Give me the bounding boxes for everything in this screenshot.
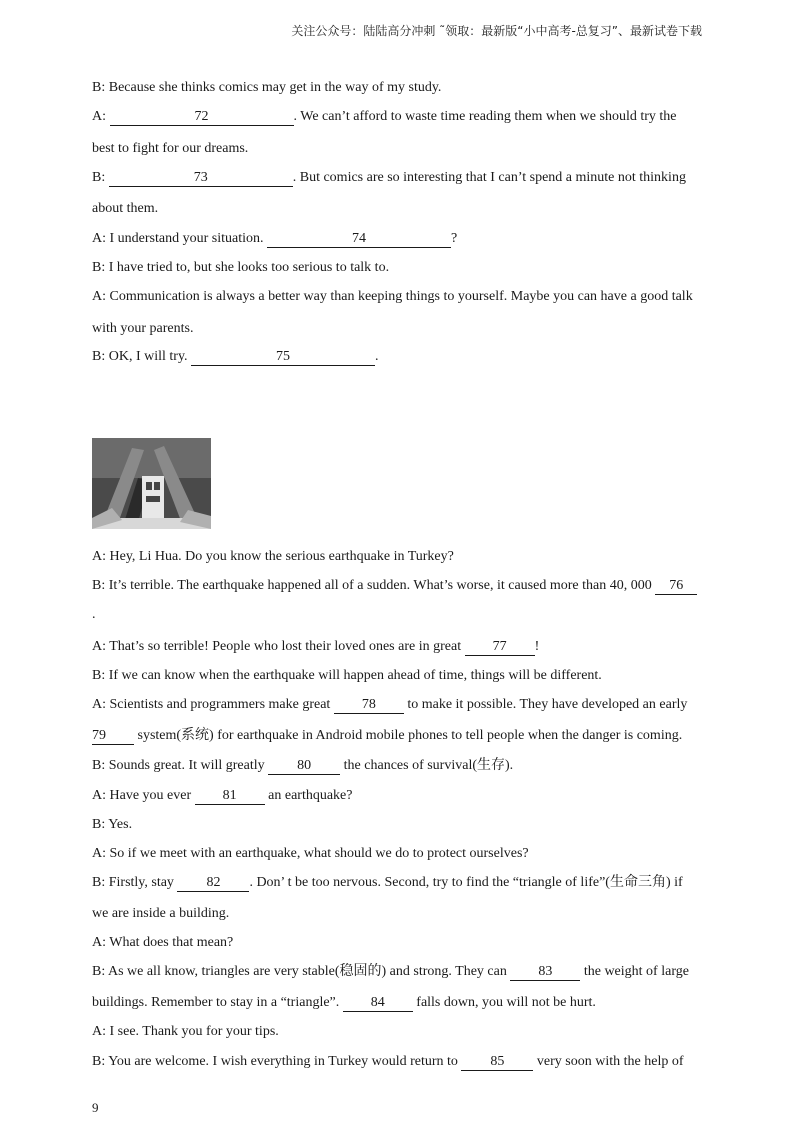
dialogue-line [92, 1053, 684, 1071]
line-text: the chances of survival(生存). [340, 758, 514, 773]
line-text: buildings. Remember to stay in a “triangle”. [92, 995, 343, 1010]
dialogue-line [92, 348, 379, 366]
collapsed-building-illustration [92, 438, 211, 529]
line-text: B: [92, 170, 109, 185]
dialogue-line [92, 169, 686, 187]
blank-85[interactable]: 85 [461, 1054, 533, 1071]
earthquake-photo [92, 438, 211, 529]
line-text: the weight of large [580, 964, 689, 979]
line-text: A: [92, 109, 110, 124]
dialogue-line: A: Communication is always a better way than keeping things to yourself. Maybe you can have a good talk [92, 289, 693, 304]
dialogue-line [92, 727, 682, 745]
blank-81[interactable]: 81 [195, 788, 265, 805]
line-text: falls down, you will not be hurt. [412, 995, 596, 1010]
dialogue-line [92, 577, 697, 595]
dialogue-line: we are inside a building. [92, 906, 230, 921]
dialogue-line [92, 963, 689, 981]
blank-74[interactable]: 74 [267, 231, 451, 248]
dialogue-line: A: So if we meet with an earthquake, what should we do to protect ourselves? [92, 846, 529, 861]
blank-77[interactable]: 77 [465, 639, 535, 656]
dialogue-line [92, 638, 539, 656]
dialogue-line: A: What does that mean? [92, 935, 234, 950]
line-text: . But comics are so interesting that I can’t spend a minute not thinking [292, 170, 686, 185]
dialogue-line [92, 874, 683, 892]
blank-80[interactable]: 80 [268, 758, 340, 775]
blank-83[interactable]: 83 [510, 964, 580, 981]
line-text: . [375, 349, 379, 364]
line-text: . We can’t afford to waste time reading them when we should try the [293, 109, 677, 124]
blank-82[interactable]: 82 [177, 875, 249, 892]
line-text: B: Firstly, stay [92, 875, 178, 890]
line-text: A: Have you ever [92, 788, 195, 803]
line-text: A: I understand your situation. [92, 231, 267, 246]
dialogue-line [92, 757, 513, 775]
line-text: B: It’s terrible. The earthquake happened all of a sudden. What’s worse, it caused more than 40, 000 [92, 578, 656, 593]
dialogue-line: about them. [92, 201, 159, 216]
blank-78[interactable]: 78 [334, 697, 404, 714]
blank-76[interactable]: 76 [655, 578, 697, 595]
blank-84[interactable]: 84 [343, 995, 413, 1012]
dialogue-line: A: I see. Thank you for your tips. [92, 1024, 279, 1039]
page-header: 关注公众号：陆陆高分冲刺 ˜领取：最新版“小中高考-总复习”、最新试卷下载 [291, 24, 702, 38]
line-text: A: Scientists and programmers make great [92, 697, 334, 712]
line-text: A: That’s so terrible! People who lost their loved ones are in great [92, 639, 465, 654]
dialogue-line: B: If we can know when the earthquake will happen ahead of time, things will be different. [92, 668, 602, 683]
dialogue-line [92, 994, 596, 1012]
dialogue-line [92, 108, 677, 126]
blank-75[interactable]: 75 [191, 349, 375, 366]
dialogue-line [92, 696, 687, 714]
line-text: . Don’ t be too nervous. Second, try to find the “triangle of life”(生命三角) if [249, 875, 683, 890]
blank-79[interactable]: 79 [92, 728, 134, 745]
dialogue-line: with your parents. [92, 321, 194, 336]
dialogue-line [92, 787, 352, 805]
line-text: to make it possible. They have developed an early [403, 697, 688, 712]
line-text: B: Sounds great. It will greatly [92, 758, 269, 773]
blank-73[interactable]: 73 [109, 170, 293, 187]
line-text: ! [534, 639, 540, 654]
dialogue-line: . [92, 607, 96, 622]
dialogue-line: B: I have tried to, but she looks too serious to talk to. [92, 260, 390, 275]
line-text: B: As we all know, triangles are very stable(稳固的) and strong. They can [92, 964, 511, 979]
dialogue-line: B: Yes. [92, 817, 133, 832]
line-text: B: You are welcome. I wish everything in Turkey would return to [92, 1054, 462, 1069]
line-text: very soon with the help of [533, 1054, 684, 1069]
line-text: an earthquake? [264, 788, 353, 803]
dialogue-line: best to fight for our dreams. [92, 141, 249, 156]
page-number: 9 [92, 1100, 99, 1115]
blank-72[interactable]: 72 [110, 109, 294, 126]
dialogue-line: B: Because she thinks comics may get in the way of my study. [92, 80, 442, 95]
line-text: B: OK, I will try. [92, 349, 192, 364]
line-text: system(系统) for earthquake in Android mobile phones to tell people when the danger is coming. [134, 728, 683, 743]
line-text: ? [450, 231, 458, 246]
dialogue-line: A: Hey, Li Hua. Do you know the serious earthquake in Turkey? [92, 549, 454, 564]
dialogue-line [92, 230, 457, 248]
